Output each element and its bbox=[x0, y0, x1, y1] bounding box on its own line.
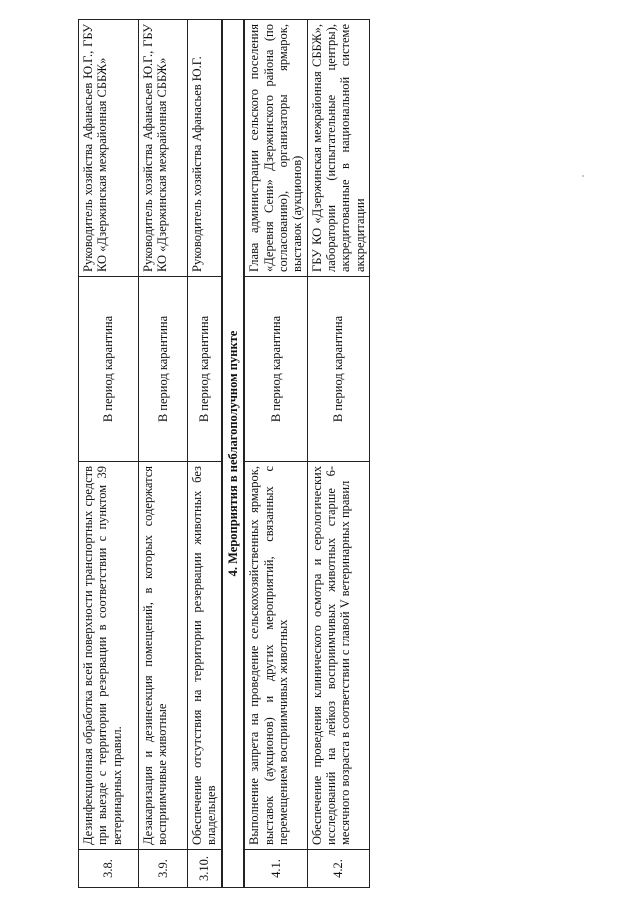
row-number: 3.9. bbox=[139, 850, 188, 888]
section-title: 4. Мероприятия в неблагополучном пункте bbox=[222, 20, 244, 888]
table-row bbox=[244, 20, 307, 888]
responsible-cell: Глава администрации сельского поселения «Деревня Сени» Дзержинского района (по согласованию), организаторы ярмарок, выставок (аукционов) bbox=[244, 20, 307, 277]
row-number: 4.1. bbox=[244, 850, 307, 888]
term-cell: В период карантина bbox=[139, 277, 188, 462]
scan-speck bbox=[582, 175, 584, 177]
measure-cell: Обеспечение отсутствия на территории резервации животных без владельцев bbox=[188, 462, 222, 850]
table-row bbox=[307, 20, 370, 888]
term-cell: В период карантина bbox=[307, 277, 370, 462]
measures-table bbox=[78, 19, 370, 888]
responsible-cell: Руководитель хозяйства Афанасьев Ю.Г., ГБУ КО «Дзержинская межрайонная СББЖ» bbox=[79, 20, 139, 277]
term-cell: В период карантина bbox=[79, 277, 139, 462]
rotated-table-container bbox=[78, 20, 367, 888]
measure-cell: Дезинфекционная обработка всей поверхности транспортных средств при выезде с территории резервации в соответствии с пунктом 39 ветеринарных правил. bbox=[79, 462, 139, 850]
term-cell: В период карантина bbox=[188, 277, 222, 462]
table-row bbox=[188, 20, 222, 888]
row-number: 3.10. bbox=[188, 850, 222, 888]
responsible-cell: Руководитель хозяйства Афанасьев Ю.Г. bbox=[188, 20, 222, 277]
measure-cell: Обеспечение проведения клинического осмотра и серологических исследований на лейкоз восприимчивых животных старше 6-месячного возраста в соответствии с главой V ветеринарных правил bbox=[307, 462, 370, 850]
measure-cell: Дезакаризация и дезинсекция помещений, в которых содержатся восприимчивые животные bbox=[139, 462, 188, 850]
term-cell: В период карантина bbox=[244, 277, 307, 462]
responsible-cell: ГБУ КО «Дзержинская межрайонная СББЖ», лаборатории (испытательные центры), аккредитованные в национальной системе аккредитации bbox=[307, 20, 370, 277]
section-header-row bbox=[222, 20, 244, 888]
measure-cell: Выполнение запрета на проведение сельскохозяйственных ярмарок, выставок (аукционов) и других мероприятий, связанных с перемещением восприимчивых животных bbox=[244, 462, 307, 850]
responsible-cell: Руководитель хозяйства Афанасьев Ю.Г., ГБУ КО «Дзержинская межрайонная СББЖ» bbox=[139, 20, 188, 277]
row-number: 3.8. bbox=[79, 850, 139, 888]
row-number: 4.2. bbox=[307, 850, 370, 888]
table-row bbox=[79, 20, 139, 888]
table-row bbox=[139, 20, 188, 888]
